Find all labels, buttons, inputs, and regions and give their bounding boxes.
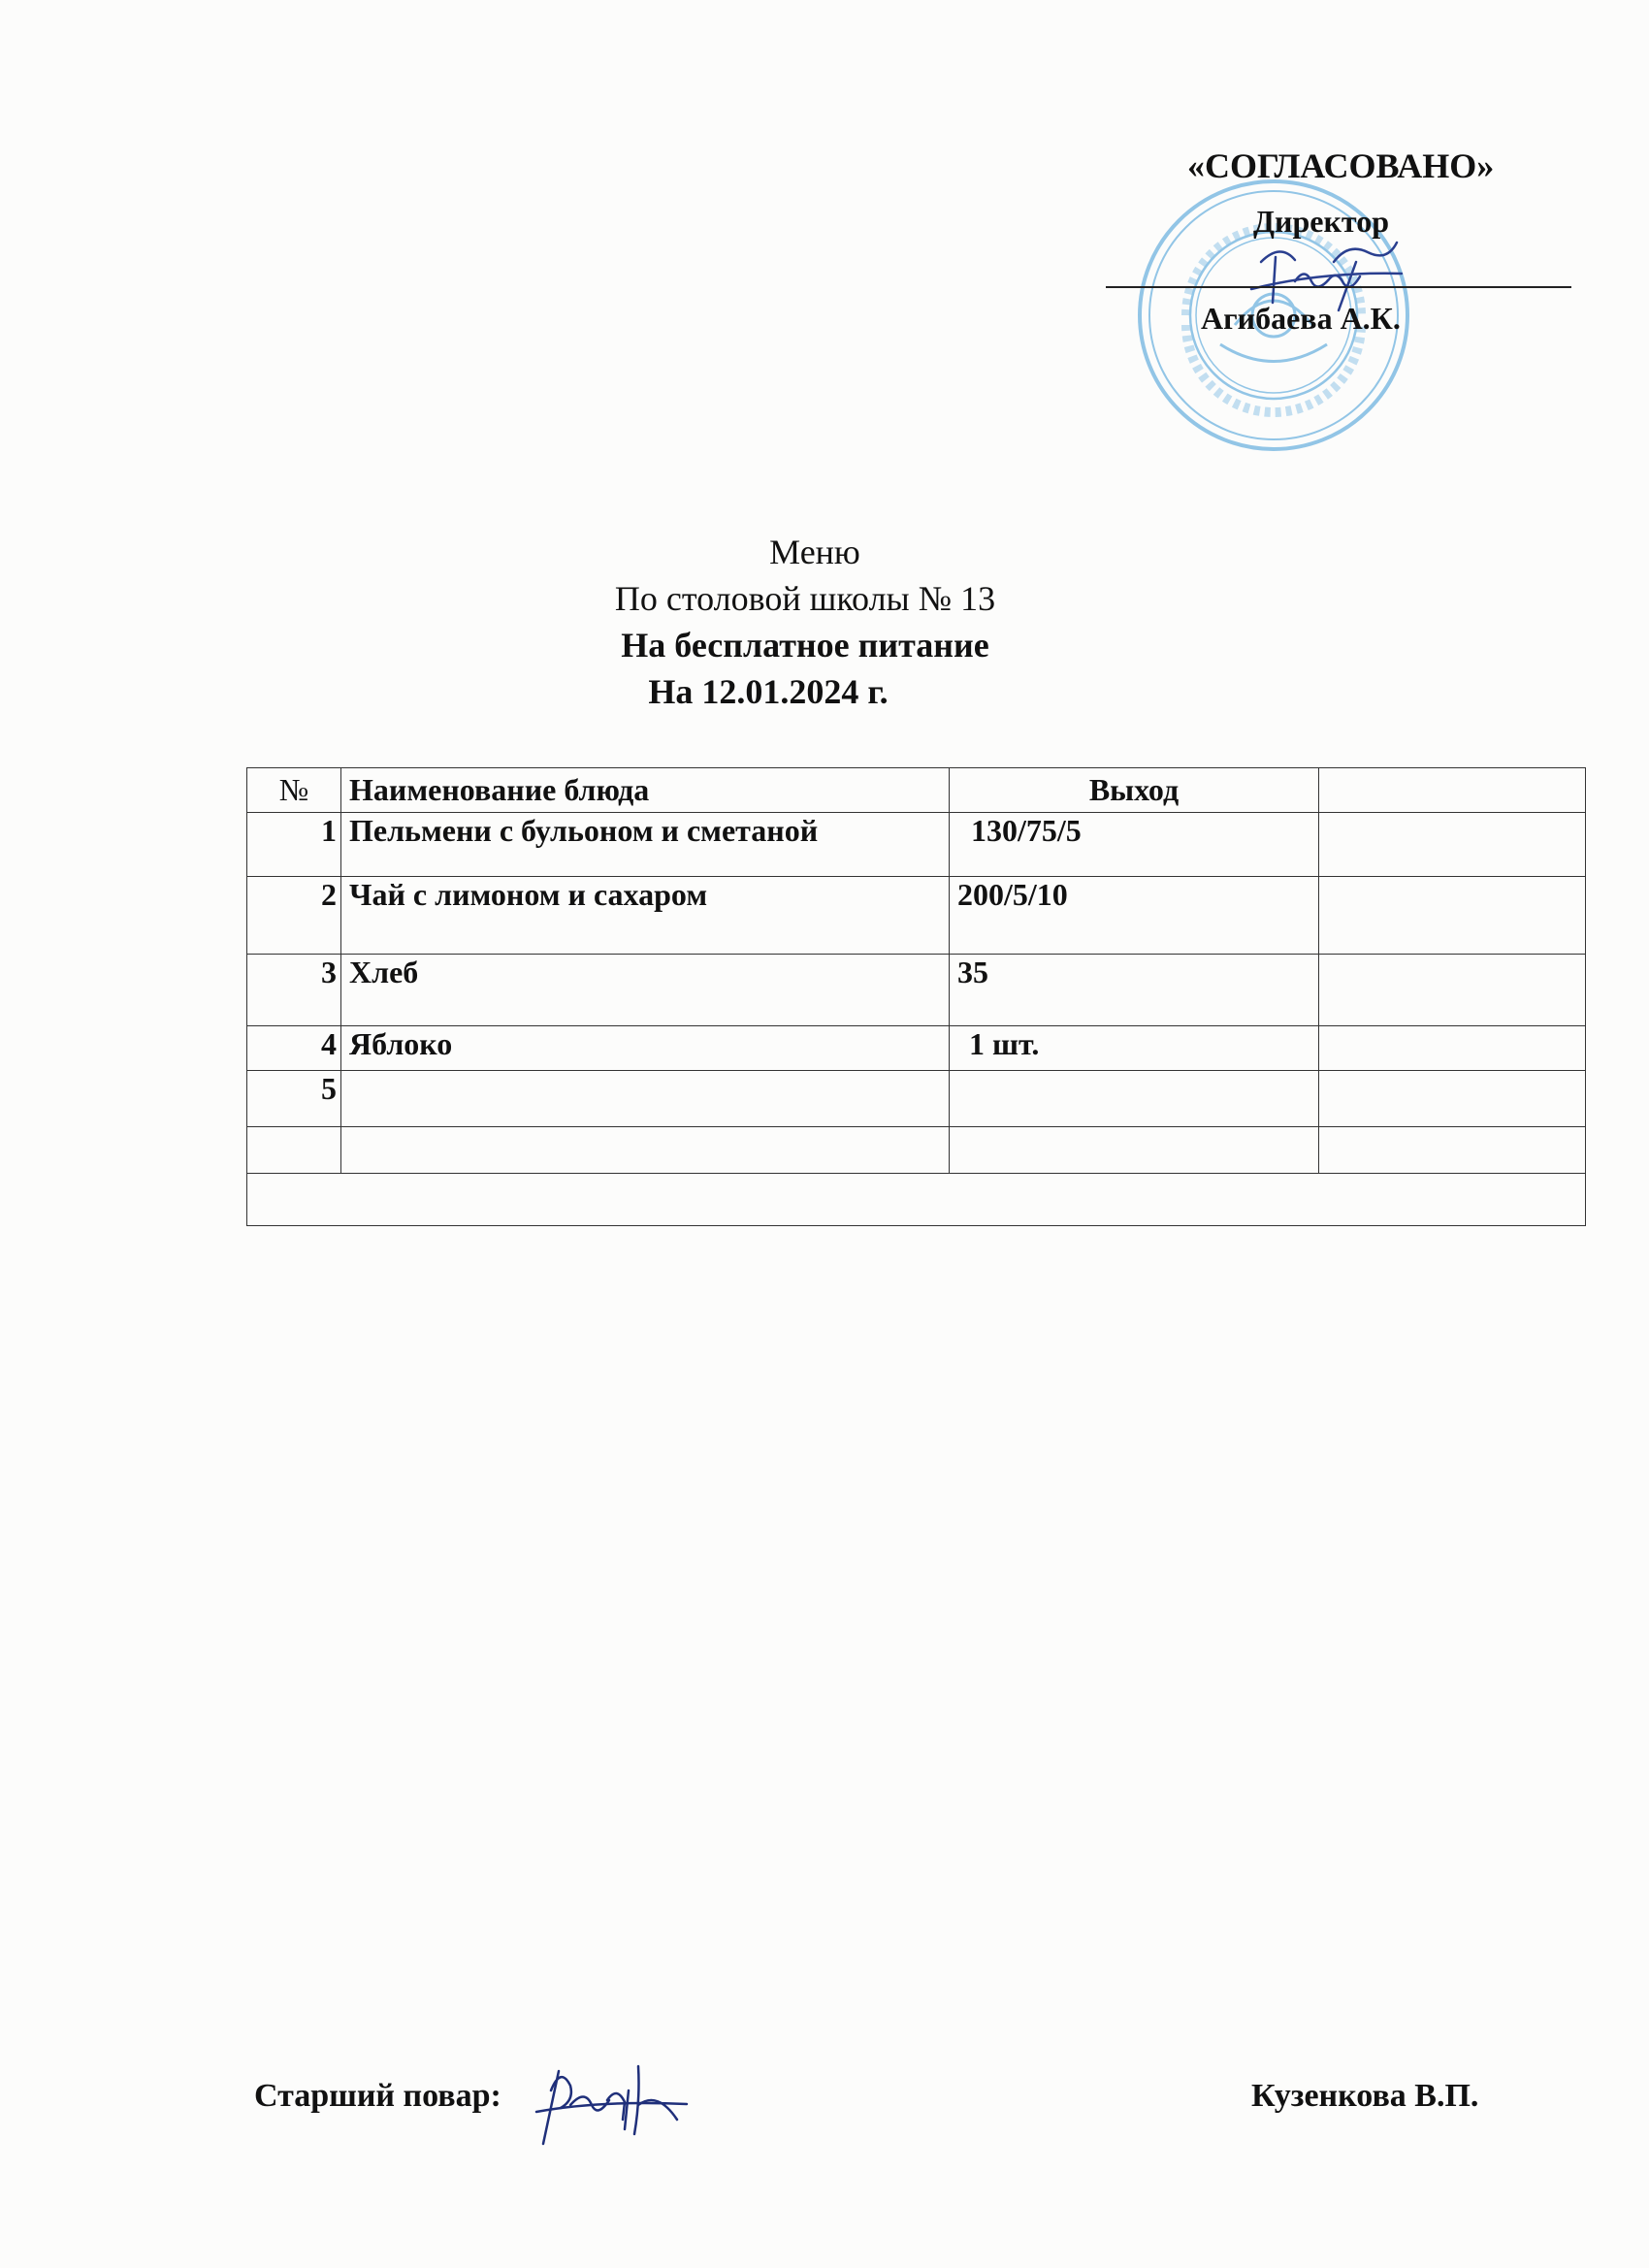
- empty-cell: [1319, 1127, 1586, 1174]
- table-row: [247, 1026, 1586, 1071]
- row-name: Пельмени с бульоном и сметаной: [341, 813, 950, 877]
- approval-role: Директор: [1253, 204, 1389, 239]
- row-num: 2: [247, 877, 341, 955]
- heading-program: На бесплатное питание: [621, 626, 989, 664]
- table-header-row: [247, 768, 1586, 813]
- approver-name: Агибаева А.К.: [1201, 301, 1401, 336]
- cook-name: Кузенкова В.П.: [1251, 2078, 1479, 2114]
- heading-date: На 12.01.2024 г.: [648, 672, 889, 711]
- row-num: 5: [247, 1071, 341, 1127]
- row-name: [341, 1071, 950, 1127]
- row-extra: [1319, 1026, 1586, 1071]
- empty-cell: [247, 1127, 341, 1174]
- table-row: [247, 813, 1586, 877]
- table-row: [247, 877, 1586, 955]
- row-extra: [1319, 955, 1586, 1026]
- table-row-total: [247, 1174, 1586, 1226]
- cook-role: Старший повар:: [254, 2078, 501, 2114]
- table-row-empty: [247, 1127, 1586, 1174]
- header-name: Наименование блюда: [341, 768, 950, 813]
- row-name: Хлеб: [341, 955, 950, 1026]
- heading-title: Меню: [769, 533, 860, 571]
- row-extra: [1319, 1071, 1586, 1127]
- header-output: Выход: [950, 768, 1319, 813]
- row-output: 200/5/10: [950, 877, 1319, 955]
- row-extra: [1319, 877, 1586, 955]
- heading-school: По столовой школы № 13: [614, 579, 996, 618]
- empty-merged-cell: [247, 1174, 1586, 1226]
- approval-title: «СОГЛАСОВАНО»: [1187, 146, 1495, 185]
- row-num: 1: [247, 813, 341, 877]
- row-extra: [1319, 813, 1586, 877]
- row-num: 4: [247, 1026, 341, 1071]
- table-row: [247, 1071, 1586, 1127]
- menu-table: [246, 767, 1586, 1226]
- header-extra: [1319, 768, 1586, 813]
- menu-heading: [0, 529, 1649, 715]
- row-num: 3: [247, 955, 341, 1026]
- row-output: 35: [950, 955, 1319, 1026]
- row-output: 130/75/5: [950, 813, 1319, 877]
- header-num: №: [247, 768, 341, 813]
- row-output: [950, 1071, 1319, 1127]
- signature-line: [1106, 286, 1571, 288]
- table-row: [247, 955, 1586, 1026]
- empty-cell: [341, 1127, 950, 1174]
- row-name: Яблоко: [341, 1026, 950, 1071]
- row-name: Чай с лимоном и сахаром: [341, 877, 950, 955]
- row-output: 1 шт.: [950, 1026, 1319, 1071]
- cook-signature: [532, 2052, 696, 2149]
- empty-cell: [950, 1127, 1319, 1174]
